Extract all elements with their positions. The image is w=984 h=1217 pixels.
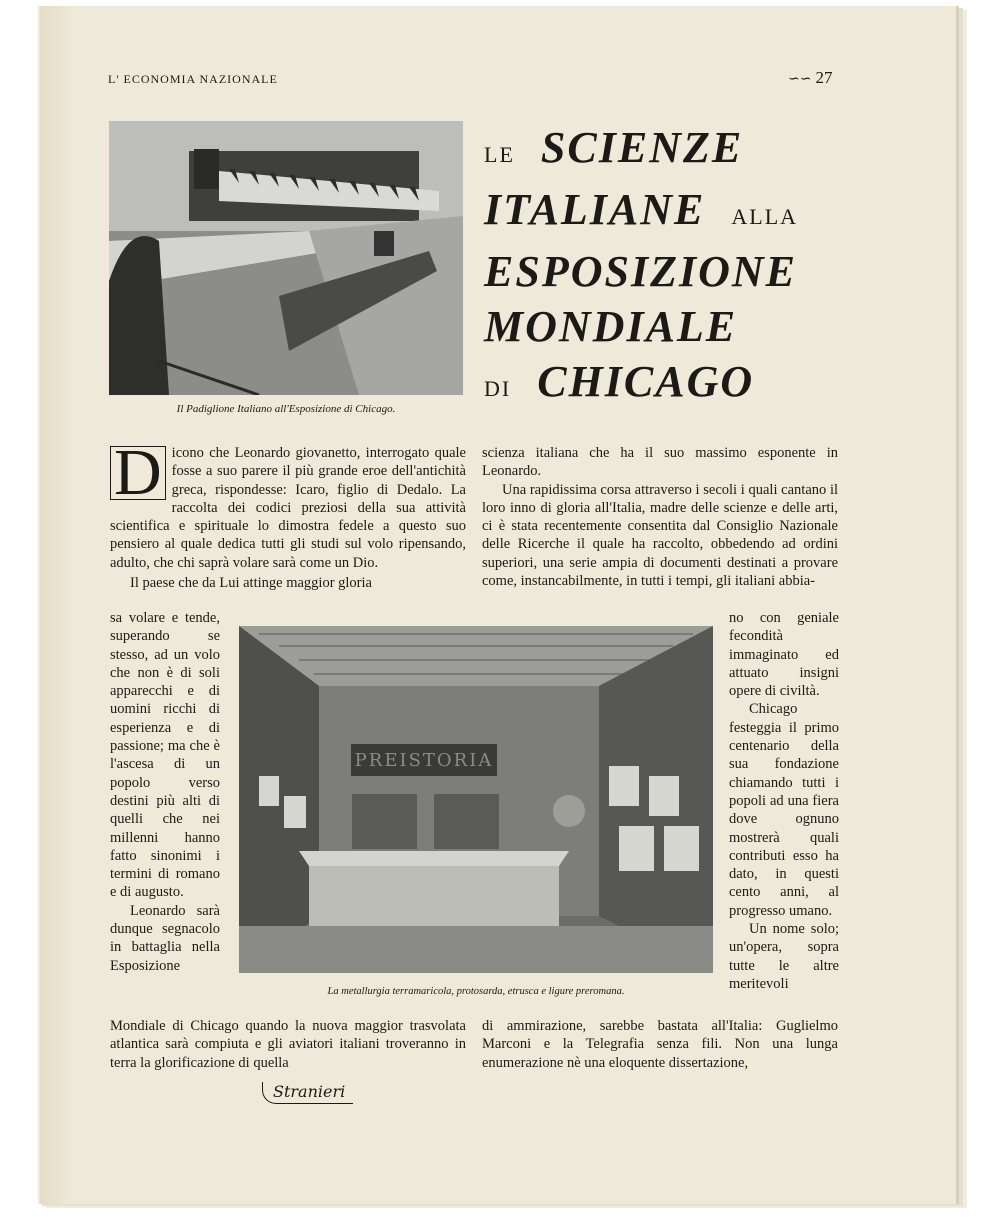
pavilion-photo — [109, 121, 463, 395]
page-number — [788, 68, 832, 88]
right-narrow-column — [729, 609, 839, 993]
right-paragraph-1: scienza italiana che ha il suo massimo esponente in Leonardo. — [482, 445, 838, 480]
title-word-di: DI — [484, 376, 512, 401]
title-word-mondiale: MONDIALE — [484, 302, 738, 351]
exhibit-photo-caption: La metallurgia terramaricola, protosarda, etrusca e ligure preromana. — [327, 986, 625, 997]
preistoria-banner-text: PREISTORIA — [354, 750, 494, 771]
page-fold-shadow — [40, 6, 74, 1204]
left-bottom-text: Mondiale di Chicago quando la nuova maggior trasvolata atlantica sarà compiuta e gli aviatori italiani troveranno in terra la glorificazione di quella — [110, 1018, 466, 1071]
right-narrow-text: no con geniale fecondità immaginato ed attuato insigni opere di civiltà. — [729, 610, 839, 700]
pavilion-illustration — [109, 121, 463, 395]
right-column-bottom — [482, 1017, 838, 1072]
left-column-top — [110, 436, 466, 592]
left-narrow-text-2: Leonardo sarà dunque segnacolo in battaglia nella Esposizione — [110, 902, 220, 974]
signature-text: Stranieri — [273, 1082, 346, 1101]
title-word-scienze: SCIENZE — [540, 123, 744, 172]
title-word-chicago: CHICAGO — [537, 357, 755, 406]
title-word-le: LE — [484, 142, 515, 167]
title-word-alla: ALLA — [731, 204, 799, 229]
right-paragraph-2: Una rapidissima corsa attraverso i secoli i quali cantano il loro inno di gloria all'Italia, madre delle scienze e delle arti, ci è stata recentemente consentita dal Consiglio Nazionale delle Ricerche il quale ha raccolto, obbedendo ad ordini superiori, una serie ampia di documenti destinati a provare come, instancabilmente, in tutti i tempi, gli italiani abbia- — [482, 481, 838, 590]
left-narrow-column — [110, 609, 220, 975]
left-narrow-text: sa volare e tende, superando se stesso, ad un volo che non è di soli apparecchi e di uomini ricchi di esperienza e di passione; ma che è l'ascesa di un popolo verso destini più alti di quelli che nei millenni hanno fatto sinonimi i termini di romano e di augusto. — [110, 610, 220, 901]
ornament-icon: ∽∽ — [788, 72, 812, 87]
article-title — [484, 120, 864, 416]
title-word-italiane: ITALIANE — [484, 185, 706, 234]
signature — [262, 1082, 353, 1104]
right-narrow-text-2: Chicago festeggia il primo centenario della sua fondazione chiamando tutti i popoli ad una fiera dove ognuno mostrerà quali contributi esso ha dato, in questi cento anni, al progresso umano. — [729, 701, 839, 919]
exhibit-photo — [239, 626, 713, 973]
title-word-esposizione: ESPOSIZIONE — [484, 247, 797, 296]
left-paragraph-1: icono che Leonardo giovanetto, interrogato quale fosse a suo parere il più grande eroe dell'antichità greca, rispondesse: Icaro, figlio di Dedalo. La raccolta dei codici preziosi della sua attività scientifica e spirituale lo dimostra fedele a questo suo pensiero al quale dedica tutti gli studi sul volo ripensando, adulto, che chi saprà volare sarà come un Dio. — [110, 445, 466, 571]
page-number-value: 27 — [815, 68, 833, 87]
running-title: L' ECONOMIA NAZIONALE — [108, 72, 278, 86]
exhibit-room-illustration — [239, 626, 713, 973]
left-column-bottom — [110, 1017, 466, 1072]
right-bottom-text: di ammirazione, sarebbe bastata all'Italia: Guglielmo Marconi e la Telegrafia senza fili. Non una lunga enumerazione nè una eloquente dissertazione, — [482, 1018, 838, 1071]
top-photo-caption: Il Padiglione Italiano all'Esposizione di Chicago. — [176, 403, 396, 415]
right-narrow-text-3: Un nome solo; un'opera, sopra tutte le altre meritevoli — [729, 921, 839, 992]
right-column-top — [482, 444, 838, 590]
drop-cap: D — [110, 446, 166, 500]
left-paragraph-2-lead: Il paese che da Lui attinge maggior gloria — [130, 575, 372, 592]
